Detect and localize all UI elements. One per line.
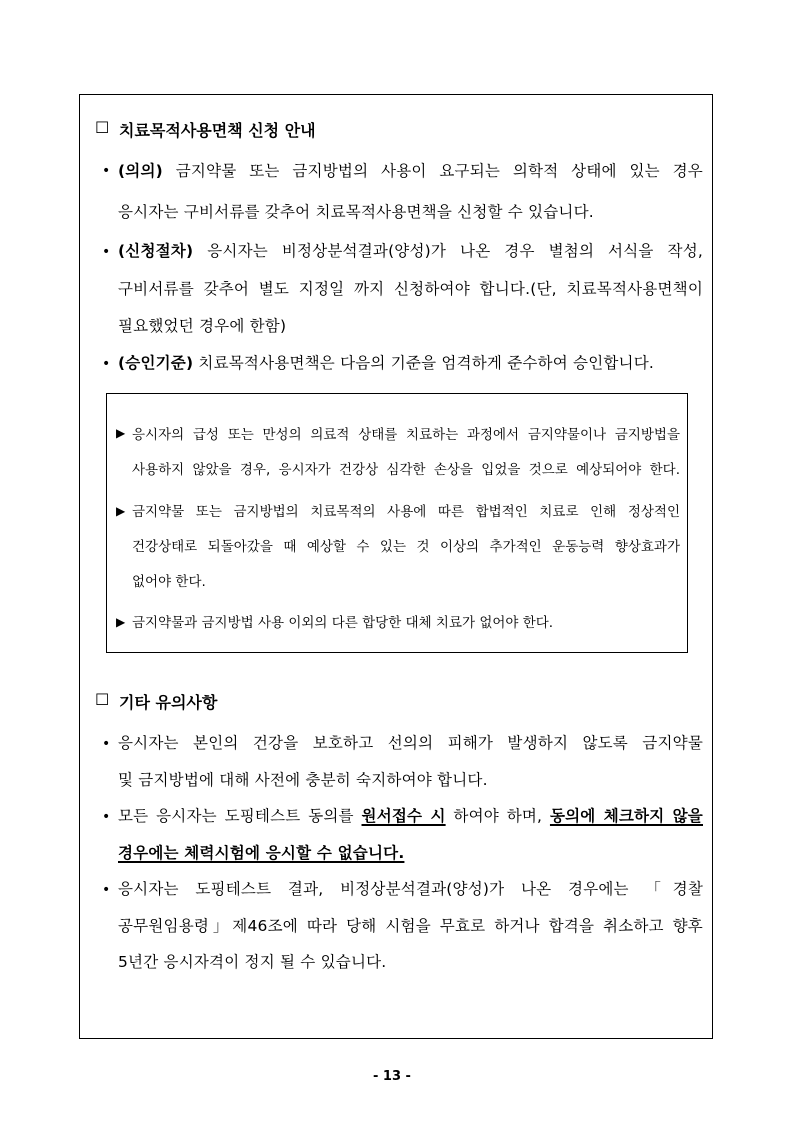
section2-bullet1-line1: 응시자는 본인의 건강을 보호하고 선의의 피해가 발생하지 않도록 금지약물 xyxy=(118,734,703,752)
section2-bullet2-line1-wrap xyxy=(118,804,703,826)
page-number: - 13 - xyxy=(373,1069,411,1084)
criteria-item1-line2: 사용하지 않았을 경우, 응시자가 건강상 심각한 손상을 입었을 것으로 예상되어야 한다. xyxy=(132,462,680,478)
section2-bullet3-line1-wrap xyxy=(118,877,703,899)
triangle-marker-icon: ▶ xyxy=(116,615,126,629)
criteria-item1-line1: 응시자의 급성 또는 만성의 의료적 상태를 치료하는 과정에서 금지약물이나 금지방법을 xyxy=(132,427,680,443)
section1-bullet1-text: 금지약물 또는 금지방법의 사용이 요구되는 의학적 상태에 있는 경우 xyxy=(175,162,703,180)
bullet-icon: • xyxy=(102,356,111,372)
section1-bullet3-label: (승인기준) xyxy=(118,354,194,372)
criteria-item2-line1-wrap xyxy=(132,500,680,520)
section1-bullet1-label: (의의) xyxy=(118,162,163,180)
bullet-icon: • xyxy=(102,163,111,179)
criteria-item2-line2-wrap xyxy=(132,535,680,555)
bullet-icon: • xyxy=(102,882,111,898)
section2-bullet2-part2: 원서접수 시 xyxy=(361,807,446,825)
section1-bullet2-line3: 필요했었던 경우에 한함) xyxy=(118,317,287,335)
section1-bullet3-line1 xyxy=(118,351,654,373)
section2-bullet2-part3: 하여야 하며, xyxy=(453,807,543,825)
section1-bullet3-text: 치료목적사용면책은 다음의 기준을 엄격하게 준수하여 승인합니다. xyxy=(198,354,655,372)
section2-bullet2-part1: 모든 응시자는 도핑테스트 동의를 xyxy=(118,807,354,825)
section2-bullet2-line2: 경우에는 체력시험에 응시할 수 없습니다. xyxy=(118,844,405,862)
section2-bullet3-line1: 응시자는 도핑테스트 결과, 비정상분석결과(양성)가 나온 경우에는 「경찰 xyxy=(118,880,703,898)
section2-bullet1-line2: 및 금지방법에 대해 사전에 충분히 숙지하여야 합니다. xyxy=(118,771,488,789)
bullet-icon: • xyxy=(102,736,111,752)
criteria-item2-line3: 없어야 한다. xyxy=(132,574,206,590)
bullet-icon: • xyxy=(102,244,111,260)
section2-checkbox-icon: ☐ xyxy=(95,690,110,709)
triangle-marker-icon: ▶ xyxy=(116,426,126,440)
bullet-icon: • xyxy=(102,809,111,825)
criteria-item1-line2-wrap xyxy=(132,458,680,478)
section1-bullet1-line2: 응시자는 구비서류를 갖추어 치료목적사용면책을 신청할 수 있습니다. xyxy=(118,203,594,221)
section1-bullet2-line2: 구비서류를 갖추어 별도 지정일 까지 신청하여야 합니다.(단, 치료목적사용면책이 xyxy=(118,280,703,298)
section1-bullet2-label: (신청절차) xyxy=(118,242,194,260)
section2-bullet2-part4: 동의에 체크하지 않을 xyxy=(549,807,703,825)
section1-bullet2-line2-wrap xyxy=(118,277,703,299)
criteria-item3-line1: 금지약물과 금지방법 사용 이외의 다른 합당한 대체 치료가 없어야 한다. xyxy=(132,615,554,631)
section1-title: 치료목적사용면책 신청 안내 xyxy=(119,121,316,140)
criteria-item2-line1: 금지약물 또는 금지방법의 치료목적의 사용에 따른 합법적인 치료로 인해 정상적인 xyxy=(132,504,680,520)
section1-bullet2-text: 응시자는 비정상분석결과(양성)가 나온 경우 별첨의 서식을 작성, xyxy=(207,242,703,260)
section1-checkbox-icon: ☐ xyxy=(95,118,110,137)
triangle-marker-icon: ▶ xyxy=(116,504,126,518)
criteria-item2-line2: 건강상태로 되돌아갔을 때 예상할 수 있는 것 이상의 추가적인 운동능력 향상효과가 xyxy=(132,539,680,555)
section2-bullet3-line3: 5년간 응시자격이 정지 될 수 있습니다. xyxy=(118,953,387,971)
criteria-item1-line1-wrap xyxy=(132,423,680,443)
section1-bullet2-line1 xyxy=(118,239,703,261)
section2-bullet3-line2: 공무원임용령」제46조에 따라 당해 시험을 무효로 하거나 합격을 취소하고 향후 xyxy=(118,917,703,935)
section1-bullet1-line1 xyxy=(118,159,703,181)
section2-bullet3-line2-wrap xyxy=(118,914,703,936)
section2-bullet1-line1-wrap xyxy=(118,731,703,753)
section2-title: 기타 유의사항 xyxy=(119,693,218,712)
